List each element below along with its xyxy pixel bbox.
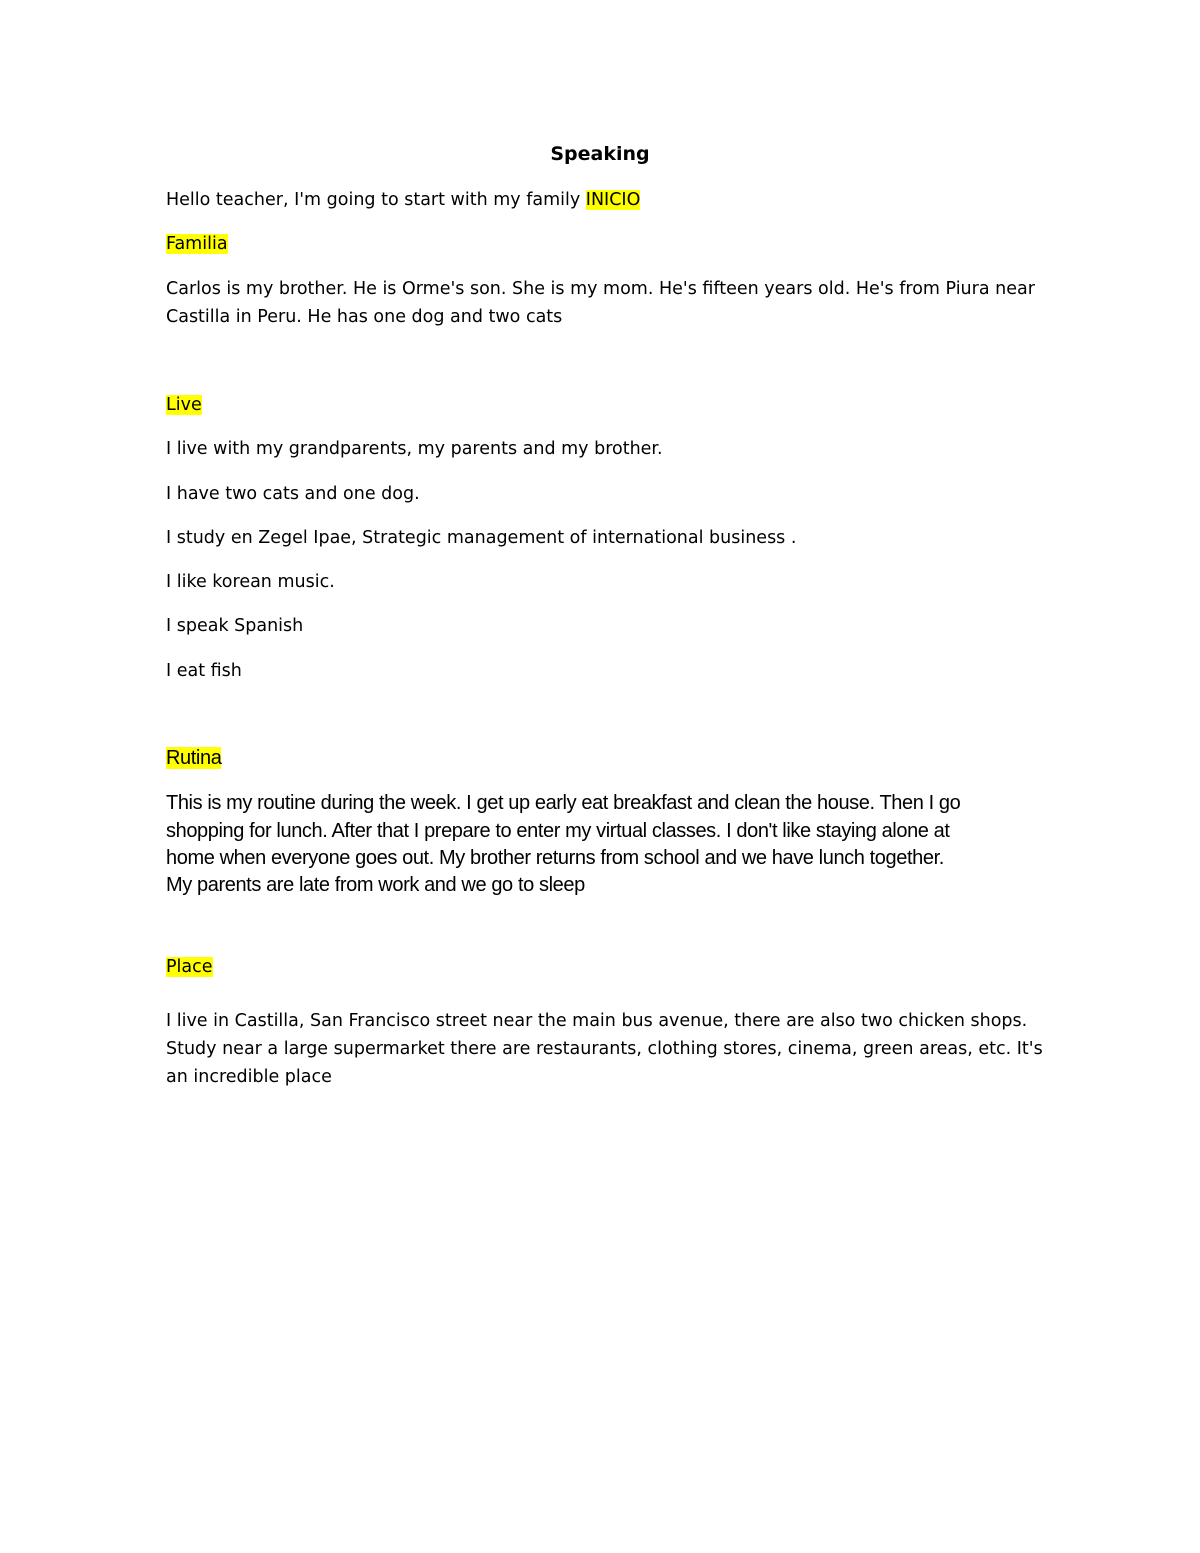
familia-line: Castilla in Peru. He has one dog and two cats xyxy=(166,307,563,327)
document-title: Speaking xyxy=(550,143,650,165)
live-line: I live with my grandparents, my parents and my brother. xyxy=(166,439,663,459)
live-line: I study en Zegel Ipae, Strategic management of international business . xyxy=(166,528,797,548)
rutina-line: This is my routine during the week. I get up early eat breakfast and clean the house. Then I go xyxy=(166,792,961,814)
intro-text: Hello teacher, I'm going to start with my family xyxy=(166,190,586,210)
intro-line xyxy=(166,186,640,214)
intro-tag-highlight: INICIO xyxy=(585,190,641,210)
familia-heading: Familia xyxy=(166,234,228,254)
live-heading: Live xyxy=(166,395,202,415)
rutina-heading: Rutina xyxy=(166,747,222,769)
place-heading: Place xyxy=(166,957,213,977)
place-line: I live in Castilla, San Francisco street near the main bus avenue, there are also two chicken shops. xyxy=(166,1011,1028,1031)
place-line: an incredible place xyxy=(166,1067,332,1087)
familia-line: Carlos is my brother. He is Orme's son. She is my mom. He's fifteen years old. He's from Piura near xyxy=(166,279,1035,299)
live-line: I like korean music. xyxy=(166,572,335,592)
live-line: I eat fish xyxy=(166,661,242,681)
rutina-line: My parents are late from work and we go to sleep xyxy=(166,874,585,896)
rutina-line: home when everyone goes out. My brother returns from school and we have lunch together. xyxy=(166,847,944,869)
live-line: I have two cats and one dog. xyxy=(166,484,420,504)
place-line: Study near a large supermarket there are restaurants, clothing stores, cinema, green areas, etc. It's xyxy=(166,1039,1043,1059)
live-line: I speak Spanish xyxy=(166,616,304,636)
rutina-line: shopping for lunch. After that I prepare to enter my virtual classes. I don't like staying alone at xyxy=(166,820,950,842)
